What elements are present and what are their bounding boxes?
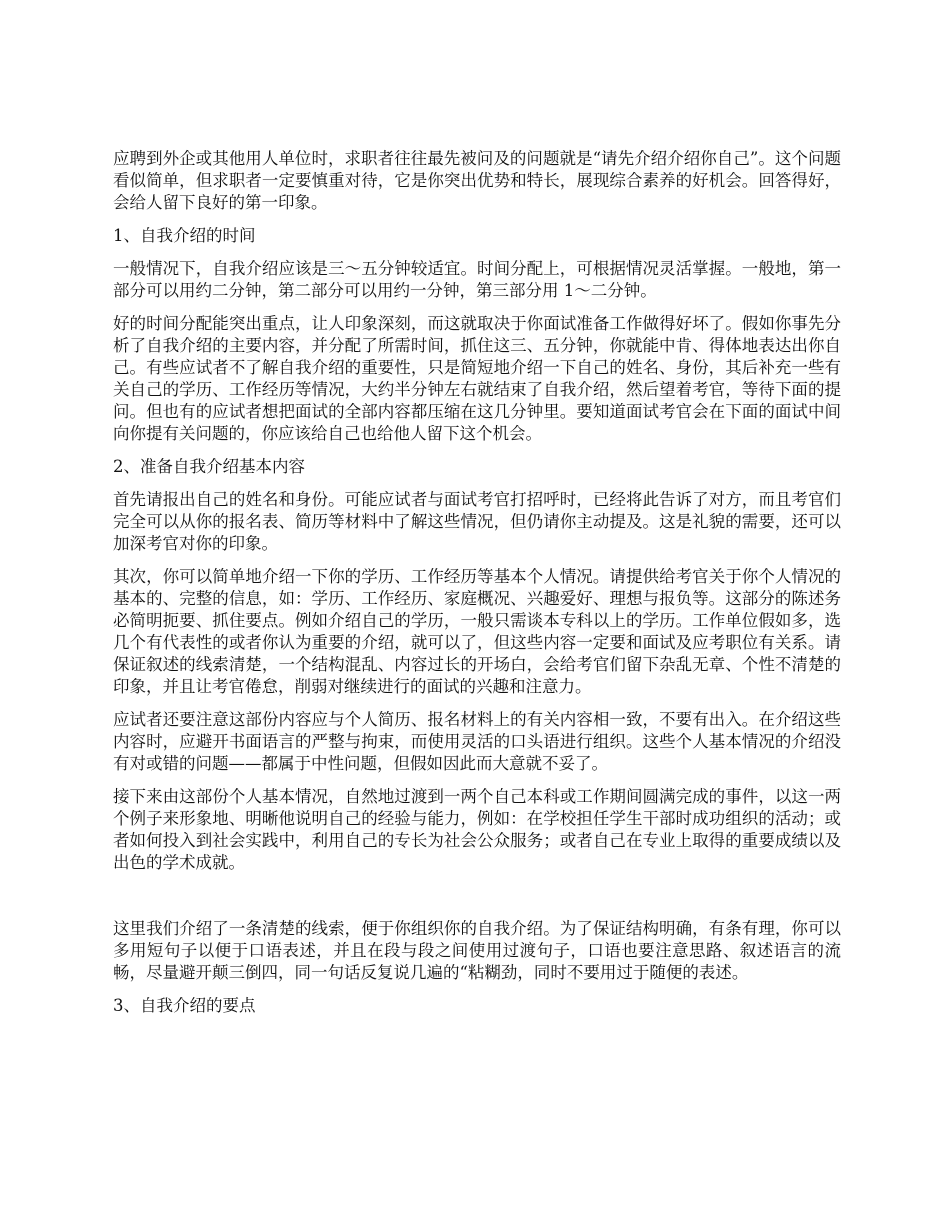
- paragraph-time-emphasis: 好的时间分配能突出重点，让人印象深刻，而这就取决于你面试准备工作做得好坏了。假如你事先分析了自我介绍的主要内容，并分配了所需时间，抓住这三、五分钟，你就能中肯、得体地表达出你自己。有些应试者不了解自我介绍的重要性，只是简短地介绍一下自己的姓名、身份，其后补充一些有关自己的学历、工作经历等情况，大约半分钟左右就结束了自我介绍，然后望着考官，等待下面的提问。但也有的应试者想把面试的全部内容都压缩在这几分钟里。要知道面试考官会在下面的面试中间向你提有关问题的，你应该给自己也给他人留下这个机会。: [113, 314, 841, 443]
- paragraph-name-identity: 首先请报出自己的姓名和身份。可能应试者与面试考官打招呼时，已经将此告诉了对方，而且考官们完全可以从你的报名表、简历等材料中了解这些情况，但仍请你主动提及。这是礼貌的需要，还可以加深考官对你的印象。: [113, 490, 841, 553]
- paragraph-examples: 接下来由这部份个人基本情况，自然地过渡到一两个自己本科或工作期间圆满完成的事件，以这一两个例子来形象地、明晰他说明自己的经验与能力，例如：在学校担任学生干部时成功组织的活动；或者如何投入到社会实践中，利用自己的专长为社会公众服务；或者自己在专业上取得的重要成绩以及出色的学术成就。: [113, 787, 841, 872]
- blank-spacer: [113, 885, 841, 918]
- paragraph-background: 其次，你可以简单地介绍一下你的学历、工作经历等基本个人情况。请提供给考官关于你个人情况的基本的、完整的信息，如：学历、工作经历、家庭概况、兴趣爱好、理想与报负等。这部分的陈述务必简明扼要、抓住要点。例如介绍自己的学历，一般只需谈本专科以上的学历。工作单位假如多，选几个有代表性的或者你认为重要的介绍，就可以了，但这些内容一定要和面试及应考职位有关系。请保证叙述的线索清楚，一个结构混乱、内容过长的开场白，会给考官们留下杂乱无章、个性不清楚的印象，并且让考官倦怠，削弱对继续进行的面试的兴趣和注意力。: [113, 567, 841, 696]
- section-heading-content: 2、准备自我介绍基本内容: [113, 457, 305, 476]
- document-body: [113, 148, 841, 1028]
- paragraph-time-allocation: 一般情况下，自我介绍应该是三～五分钟较适宜。时间分配上，可根据情况灵活掌握。一般地，第一部分可以用约二分钟，第二部分可以用约一分钟，第三部分用 1～二分钟。: [113, 259, 841, 300]
- section-heading-time: 1、自我介绍的时间: [113, 226, 256, 245]
- paragraph-structure: 这里我们介绍了一条清楚的线索，便于你组织你的自我介绍。为了保证结构明确，有条有理，你可以多用短句子以便于口语表述，并且在段与段之间使用过渡句子，口语也要注意思路、叙述语言的流畅，尽量避开颠三倒四，同一句话反复说几遍的“粘糊劲，同时不要用过于随便的表述。: [113, 919, 841, 982]
- intro-paragraph: 应聘到外企或其他用人单位时，求职者往往最先被问及的问题就是“请先介绍介绍你自己”。这个问题看似简单，但求职者一定要慎重对待，它是你突出优势和特长，展现综合素养的好机会。回答得好，会给人留下良好的第一印象。: [113, 149, 841, 212]
- section-heading-key-points: 3、自我介绍的要点: [113, 996, 256, 1015]
- paragraph-consistency: 应试者还要注意这部份内容应与个人简历、报名材料上的有关内容相一致，不要有出入。在介绍这些内容时，应避开书面语言的严整与拘束，而使用灵活的口头语进行组织。这些个人基本情况的介绍没有对或错的问题——都属于中性问题，但假如因此而大意就不妥了。: [113, 710, 841, 773]
